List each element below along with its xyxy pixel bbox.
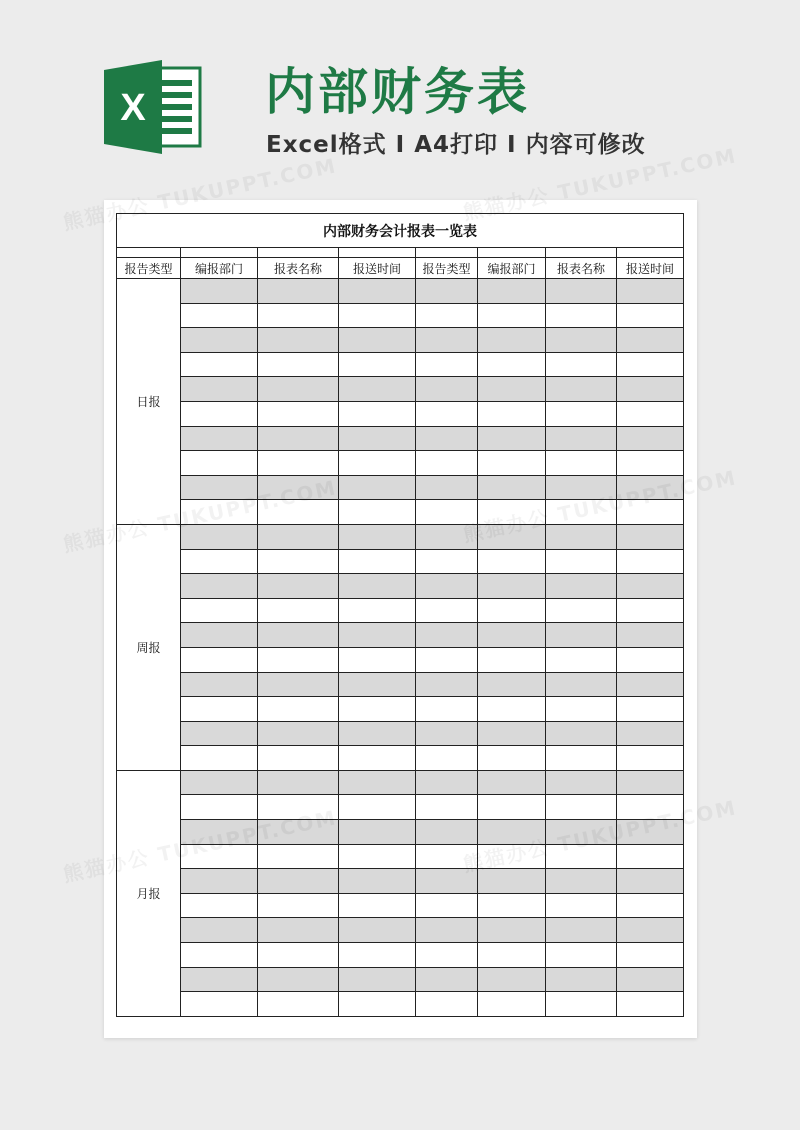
- table-cell[interactable]: [416, 721, 478, 746]
- table-cell[interactable]: [546, 869, 617, 894]
- table-cell[interactable]: [546, 328, 617, 353]
- table-row: [117, 746, 684, 771]
- table-cell[interactable]: [478, 647, 546, 672]
- table-cell[interactable]: [339, 524, 416, 549]
- table-cell[interactable]: [258, 943, 339, 968]
- table-cell[interactable]: [181, 303, 258, 328]
- table-cell[interactable]: [181, 820, 258, 845]
- table-cell[interactable]: [181, 844, 258, 869]
- table-cell[interactable]: [546, 844, 617, 869]
- table-cell[interactable]: [617, 967, 684, 992]
- table-cell[interactable]: [478, 328, 546, 353]
- table-cell[interactable]: [258, 697, 339, 722]
- table-cell[interactable]: [416, 992, 478, 1017]
- table-cell[interactable]: [258, 328, 339, 353]
- table-cell[interactable]: [416, 524, 478, 549]
- spacer-cell[interactable]: [478, 248, 546, 258]
- table-cell[interactable]: [478, 992, 546, 1017]
- table-cell[interactable]: [478, 844, 546, 869]
- table-cell[interactable]: [546, 303, 617, 328]
- table-cell[interactable]: [416, 623, 478, 648]
- column-header: 报表名称: [546, 258, 617, 279]
- column-header: 报告类型: [117, 258, 181, 279]
- table-cell[interactable]: [416, 377, 478, 402]
- table-cell[interactable]: [339, 770, 416, 795]
- table-row: [117, 770, 684, 795]
- table-cell[interactable]: [181, 746, 258, 771]
- table-cell[interactable]: [339, 328, 416, 353]
- table-cell[interactable]: [617, 893, 684, 918]
- spacer-cell[interactable]: [117, 248, 181, 258]
- table-cell[interactable]: [617, 647, 684, 672]
- table-cell[interactable]: [617, 943, 684, 968]
- table-cell[interactable]: [258, 918, 339, 943]
- table-cell[interactable]: [339, 943, 416, 968]
- table-cell[interactable]: [478, 697, 546, 722]
- table-cell[interactable]: [181, 770, 258, 795]
- excel-logo-letter: X: [120, 87, 146, 129]
- table-cell[interactable]: [258, 500, 339, 525]
- table-cell[interactable]: [546, 475, 617, 500]
- table-cell[interactable]: [181, 377, 258, 402]
- column-header: 编报部门: [478, 258, 546, 279]
- table-cell[interactable]: [339, 377, 416, 402]
- table-header-row: [117, 258, 684, 279]
- table-cell[interactable]: [546, 820, 617, 845]
- table-cell[interactable]: [546, 943, 617, 968]
- table-cell[interactable]: [339, 795, 416, 820]
- finance-report-table: [116, 213, 684, 1017]
- table-cell[interactable]: [258, 672, 339, 697]
- table-cell[interactable]: [339, 893, 416, 918]
- table-cell[interactable]: [258, 820, 339, 845]
- table-cell[interactable]: [617, 844, 684, 869]
- table-cell[interactable]: [181, 524, 258, 549]
- table-cell[interactable]: [546, 352, 617, 377]
- table-cell[interactable]: [617, 770, 684, 795]
- table-row: [117, 377, 684, 402]
- table-cell[interactable]: [181, 401, 258, 426]
- table-cell[interactable]: [339, 279, 416, 304]
- table-cell[interactable]: [416, 328, 478, 353]
- table-cell[interactable]: [258, 524, 339, 549]
- table-cell[interactable]: [617, 303, 684, 328]
- table-cell[interactable]: [258, 451, 339, 476]
- table-cell[interactable]: [416, 943, 478, 968]
- spacer-cell[interactable]: [181, 248, 258, 258]
- table-cell[interactable]: [181, 574, 258, 599]
- table-cell[interactable]: [339, 598, 416, 623]
- table-row: [117, 328, 684, 353]
- table-cell[interactable]: [617, 401, 684, 426]
- table-cell[interactable]: [181, 328, 258, 353]
- spacer-cell[interactable]: [546, 248, 617, 258]
- table-cell[interactable]: [617, 426, 684, 451]
- table-cell[interactable]: [181, 992, 258, 1017]
- table-cell[interactable]: [258, 303, 339, 328]
- table-cell[interactable]: [416, 352, 478, 377]
- table-cell[interactable]: [416, 820, 478, 845]
- page-subtitle: Excel格式 I A4打印 I 内容可修改: [266, 132, 646, 158]
- report-type-label: 周报: [136, 640, 161, 655]
- table-cell[interactable]: [181, 869, 258, 894]
- table-cell[interactable]: [617, 697, 684, 722]
- table-cell[interactable]: [546, 549, 617, 574]
- table-cell[interactable]: [339, 918, 416, 943]
- table-row: [117, 401, 684, 426]
- table-cell[interactable]: [181, 451, 258, 476]
- table-row: [117, 918, 684, 943]
- table-cell[interactable]: [258, 549, 339, 574]
- table-cell[interactable]: [339, 844, 416, 869]
- table-cell[interactable]: [339, 672, 416, 697]
- table-cell[interactable]: [478, 721, 546, 746]
- table-cell[interactable]: [546, 746, 617, 771]
- table-cell[interactable]: [546, 795, 617, 820]
- table-cell[interactable]: [617, 721, 684, 746]
- table-row: [117, 426, 684, 451]
- table-cell[interactable]: [617, 377, 684, 402]
- table-row: [117, 574, 684, 599]
- table-cell[interactable]: [416, 574, 478, 599]
- table-cell[interactable]: [478, 795, 546, 820]
- table-cell[interactable]: [617, 869, 684, 894]
- table-row: [117, 869, 684, 894]
- table-cell[interactable]: [617, 795, 684, 820]
- spacer-cell[interactable]: [416, 248, 478, 258]
- column-header: 编报部门: [181, 258, 258, 279]
- table-cell[interactable]: [546, 451, 617, 476]
- table-row: [117, 992, 684, 1017]
- spacer-cell[interactable]: [617, 248, 684, 258]
- table-cell[interactable]: [258, 844, 339, 869]
- table-cell[interactable]: [546, 918, 617, 943]
- report-type-label: 月报: [136, 886, 161, 901]
- table-cell[interactable]: [416, 844, 478, 869]
- table-cell[interactable]: [258, 475, 339, 500]
- table-cell[interactable]: [181, 500, 258, 525]
- table-cell[interactable]: [339, 303, 416, 328]
- table-cell[interactable]: [258, 770, 339, 795]
- table-cell[interactable]: [478, 500, 546, 525]
- table-cell[interactable]: [416, 549, 478, 574]
- table-cell[interactable]: [416, 918, 478, 943]
- watermark: 熊猫办公 TUKUPPT.COM: [60, 153, 340, 235]
- table-cell[interactable]: [478, 770, 546, 795]
- table-cell[interactable]: [478, 598, 546, 623]
- table-cell[interactable]: [181, 943, 258, 968]
- table-cell[interactable]: [416, 451, 478, 476]
- table-cell[interactable]: [416, 746, 478, 771]
- table-title: 内部财务会计报表一览表: [117, 214, 684, 248]
- table-cell[interactable]: [546, 574, 617, 599]
- table-cell[interactable]: [258, 992, 339, 1017]
- column-header: 报告类型: [416, 258, 478, 279]
- table-row: [117, 844, 684, 869]
- table-cell[interactable]: [258, 279, 339, 304]
- table-cell[interactable]: [478, 672, 546, 697]
- table-cell[interactable]: [478, 893, 546, 918]
- table-cell[interactable]: [258, 721, 339, 746]
- report-type-cell[interactable]: [117, 279, 181, 525]
- table-cell[interactable]: [546, 647, 617, 672]
- table-cell[interactable]: [258, 598, 339, 623]
- table-cell[interactable]: [181, 918, 258, 943]
- table-cell[interactable]: [339, 574, 416, 599]
- table-cell[interactable]: [617, 524, 684, 549]
- table-cell[interactable]: [416, 279, 478, 304]
- table-cell[interactable]: [258, 869, 339, 894]
- table-cell[interactable]: [617, 574, 684, 599]
- table-cell[interactable]: [416, 672, 478, 697]
- table-row: [117, 623, 684, 648]
- table-cell[interactable]: [617, 992, 684, 1017]
- table-cell[interactable]: [478, 377, 546, 402]
- table-cell[interactable]: [617, 623, 684, 648]
- table-cell[interactable]: [416, 967, 478, 992]
- table-cell[interactable]: [416, 869, 478, 894]
- table-cell[interactable]: [339, 992, 416, 1017]
- table-row: [117, 303, 684, 328]
- table-cell[interactable]: [339, 352, 416, 377]
- table-cell[interactable]: [181, 279, 258, 304]
- table-cell[interactable]: [181, 647, 258, 672]
- table-cell[interactable]: [617, 672, 684, 697]
- table-cell[interactable]: [258, 401, 339, 426]
- table-cell[interactable]: [617, 500, 684, 525]
- table-cell[interactable]: [478, 451, 546, 476]
- table-cell[interactable]: [478, 524, 546, 549]
- table-cell[interactable]: [339, 820, 416, 845]
- table-cell[interactable]: [339, 500, 416, 525]
- table-cell[interactable]: [478, 574, 546, 599]
- table-cell[interactable]: [617, 352, 684, 377]
- table-row: [117, 524, 684, 549]
- table-cell[interactable]: [478, 623, 546, 648]
- table-cell[interactable]: [416, 500, 478, 525]
- table-row: [117, 820, 684, 845]
- table-row: [117, 672, 684, 697]
- table-cell[interactable]: [258, 967, 339, 992]
- table-cell[interactable]: [339, 623, 416, 648]
- table-cell[interactable]: [617, 598, 684, 623]
- table-row: [117, 598, 684, 623]
- table-cell[interactable]: [478, 943, 546, 968]
- table-cell[interactable]: [478, 820, 546, 845]
- column-header: 报送时间: [617, 258, 684, 279]
- table-row: [117, 697, 684, 722]
- table-cell[interactable]: [617, 328, 684, 353]
- table-cell[interactable]: [416, 401, 478, 426]
- table-cell[interactable]: [258, 893, 339, 918]
- table-cell[interactable]: [339, 426, 416, 451]
- table-cell[interactable]: [181, 352, 258, 377]
- table-cell[interactable]: [478, 869, 546, 894]
- table-row: [117, 795, 684, 820]
- table-cell[interactable]: [181, 795, 258, 820]
- table-cell[interactable]: [416, 697, 478, 722]
- table-cell[interactable]: [617, 549, 684, 574]
- page-title: 内部财务表: [265, 63, 530, 121]
- table-cell[interactable]: [546, 967, 617, 992]
- table-cell[interactable]: [339, 721, 416, 746]
- table-row: [117, 721, 684, 746]
- table-cell[interactable]: [478, 279, 546, 304]
- table-cell[interactable]: [617, 820, 684, 845]
- table-cell[interactable]: [617, 475, 684, 500]
- table-cell[interactable]: [617, 279, 684, 304]
- table-cell[interactable]: [339, 401, 416, 426]
- table-cell[interactable]: [416, 770, 478, 795]
- table-cell[interactable]: [546, 426, 617, 451]
- table-cell[interactable]: [546, 992, 617, 1017]
- table-row: [117, 967, 684, 992]
- table-cell[interactable]: [478, 918, 546, 943]
- spacer-cell[interactable]: [339, 248, 416, 258]
- table-cell[interactable]: [416, 598, 478, 623]
- excel-icon: [104, 58, 204, 156]
- table-cell[interactable]: [416, 475, 478, 500]
- table-cell[interactable]: [546, 893, 617, 918]
- table-cell[interactable]: [339, 549, 416, 574]
- column-header: 报表名称: [258, 258, 339, 279]
- table-cell[interactable]: [478, 303, 546, 328]
- table-cell[interactable]: [181, 549, 258, 574]
- table-cell[interactable]: [478, 549, 546, 574]
- table-cell[interactable]: [258, 574, 339, 599]
- table-cell[interactable]: [546, 697, 617, 722]
- table-row: [117, 279, 684, 304]
- table-cell[interactable]: [478, 475, 546, 500]
- table-cell[interactable]: [478, 426, 546, 451]
- table-cell[interactable]: [617, 451, 684, 476]
- table-row: [117, 549, 684, 574]
- table-cell[interactable]: [478, 401, 546, 426]
- spacer-cell[interactable]: [258, 248, 339, 258]
- table-cell[interactable]: [546, 524, 617, 549]
- report-type-label: 日报: [136, 394, 161, 409]
- table-cell[interactable]: [546, 623, 617, 648]
- table-cell[interactable]: [181, 623, 258, 648]
- column-header: 报送时间: [339, 258, 416, 279]
- table-row: [117, 352, 684, 377]
- table-cell[interactable]: [181, 672, 258, 697]
- table-cell[interactable]: [416, 426, 478, 451]
- table-cell[interactable]: [258, 377, 339, 402]
- table-row: [117, 451, 684, 476]
- table-row: [117, 647, 684, 672]
- table-cell[interactable]: [181, 426, 258, 451]
- table-cell[interactable]: [181, 721, 258, 746]
- table-row: [117, 943, 684, 968]
- table-cell[interactable]: [546, 377, 617, 402]
- table-cell[interactable]: [339, 869, 416, 894]
- table-cell[interactable]: [416, 303, 478, 328]
- table-cell[interactable]: [258, 795, 339, 820]
- table-cell[interactable]: [416, 795, 478, 820]
- table-cell[interactable]: [339, 647, 416, 672]
- table-cell[interactable]: [181, 893, 258, 918]
- table-cell[interactable]: [478, 967, 546, 992]
- table-cell[interactable]: [258, 647, 339, 672]
- table-cell[interactable]: [339, 451, 416, 476]
- table-cell[interactable]: [546, 770, 617, 795]
- table-row: [117, 893, 684, 918]
- table-cell[interactable]: [339, 697, 416, 722]
- table-cell[interactable]: [181, 967, 258, 992]
- table-cell[interactable]: [416, 647, 478, 672]
- report-type-cell[interactable]: [117, 770, 181, 1016]
- table-row: [117, 500, 684, 525]
- table-cell[interactable]: [617, 746, 684, 771]
- table-cell[interactable]: [546, 721, 617, 746]
- table-cell[interactable]: [478, 352, 546, 377]
- table-cell[interactable]: [339, 475, 416, 500]
- table-cell[interactable]: [181, 598, 258, 623]
- table-cell[interactable]: [546, 672, 617, 697]
- table-cell[interactable]: [546, 598, 617, 623]
- table-cell[interactable]: [258, 426, 339, 451]
- table-cell[interactable]: [546, 500, 617, 525]
- watermark: 熊猫办公 TUKUPPT.COM: [460, 143, 740, 225]
- report-type-cell[interactable]: [117, 524, 181, 770]
- table-cell[interactable]: [258, 623, 339, 648]
- table-cell[interactable]: [181, 697, 258, 722]
- table-cell[interactable]: [258, 746, 339, 771]
- table-cell[interactable]: [416, 893, 478, 918]
- table-row: [117, 475, 684, 500]
- table-cell[interactable]: [546, 401, 617, 426]
- table-cell[interactable]: [258, 352, 339, 377]
- page-header: [0, 0, 800, 200]
- table-cell[interactable]: [339, 746, 416, 771]
- table-cell[interactable]: [617, 918, 684, 943]
- table-cell[interactable]: [181, 475, 258, 500]
- table-cell[interactable]: [478, 746, 546, 771]
- table-cell[interactable]: [339, 967, 416, 992]
- table-cell[interactable]: [546, 279, 617, 304]
